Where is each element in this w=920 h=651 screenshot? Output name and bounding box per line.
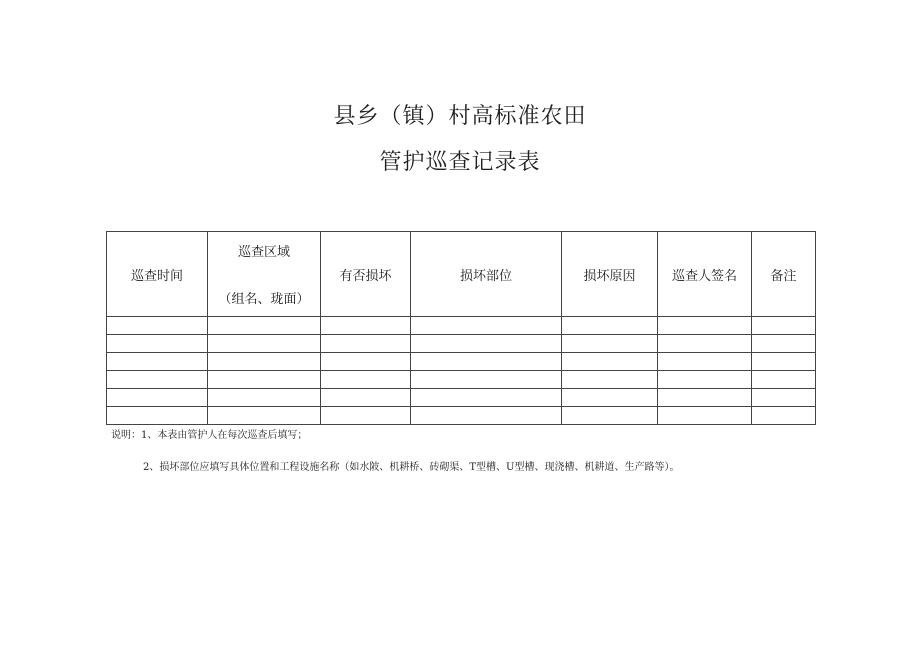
table-cell (658, 335, 752, 353)
header-damage-location: 损坏部位 (411, 232, 562, 317)
table-cell (208, 407, 321, 425)
header-remarks: 备注 (752, 232, 816, 317)
table-cell (208, 353, 321, 371)
table-row (107, 335, 816, 353)
table-row (107, 407, 816, 425)
table-row (107, 371, 816, 389)
table-cell (752, 317, 816, 335)
table-header-row (107, 232, 816, 317)
table-cell (411, 335, 562, 353)
header-patrol-area (208, 232, 321, 317)
table-cell (107, 335, 208, 353)
table-cell (752, 407, 816, 425)
table-cell (107, 353, 208, 371)
table-cell (658, 353, 752, 371)
table-cell (321, 353, 411, 371)
table-cell (658, 389, 752, 407)
header-patrol-time: 巡查时间 (107, 232, 208, 317)
table-cell (752, 371, 816, 389)
table-cell (658, 317, 752, 335)
note-line2: 2、损坏部位应填写具体位置和工程设施名称（如水陂、机耕桥、砖砌渠、T型槽、U型槽、现浇槽、机耕道、生产路等）。 (143, 462, 680, 473)
table-cell (107, 317, 208, 335)
header-patrol-area-line2: （组名、珑面） (218, 292, 310, 307)
table-cell (321, 317, 411, 335)
header-patrol-area-line1: 巡查区域 (237, 245, 290, 260)
header-damage-cause: 损坏原因 (562, 232, 658, 317)
header-inspector-signature: 巡查人签名 (658, 232, 752, 317)
document-title-line1: 县乡（镇）村高标准农田 (333, 104, 587, 129)
table-cell (752, 353, 816, 371)
table-cell (321, 335, 411, 353)
table-cell (107, 371, 208, 389)
table-cell (562, 317, 658, 335)
table-cell (107, 389, 208, 407)
table-body (107, 317, 816, 425)
table-cell (562, 389, 658, 407)
table-cell (208, 371, 321, 389)
table-cell (752, 335, 816, 353)
note-line1: 说明：1、本表由管护人在每次巡查后填写； (111, 430, 308, 441)
table-row (107, 317, 816, 335)
header-damaged: 有否损坏 (321, 232, 411, 317)
table-cell (562, 353, 658, 371)
table-cell (411, 371, 562, 389)
table-cell (107, 407, 208, 425)
table-cell (562, 407, 658, 425)
table-cell (562, 371, 658, 389)
table-cell (411, 353, 562, 371)
table-cell (208, 335, 321, 353)
table-cell (658, 371, 752, 389)
table-cell (208, 389, 321, 407)
table-cell (411, 407, 562, 425)
table-cell (321, 371, 411, 389)
table-row (107, 353, 816, 371)
patrol-record-table (106, 231, 816, 425)
document-title-line2: 管护巡查记录表 (379, 150, 541, 175)
table-row (107, 389, 816, 407)
table-cell (321, 407, 411, 425)
table-cell (321, 389, 411, 407)
table-cell (658, 407, 752, 425)
table-cell (411, 389, 562, 407)
table-cell (562, 335, 658, 353)
table-cell (752, 389, 816, 407)
table-cell (411, 317, 562, 335)
table-cell (208, 317, 321, 335)
